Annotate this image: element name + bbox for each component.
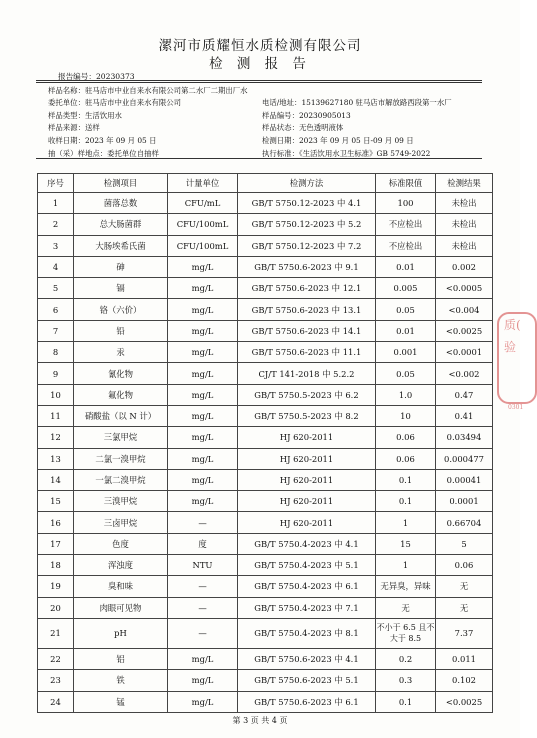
row-item: 三卤甲烷 [74, 512, 168, 533]
row-result: 7.37 [436, 618, 493, 648]
row-result: 0.41 [436, 405, 493, 426]
row-index: 9 [38, 363, 74, 384]
table-row [38, 342, 493, 363]
table-row [38, 469, 493, 490]
row-index: 11 [38, 405, 74, 426]
row-unit: mg/L [168, 670, 238, 691]
client-name: 委托单位：驻马店市中业自来水有限公司 [48, 98, 182, 107]
row-limit: 0.1 [376, 691, 436, 712]
row-unit: mg/L [168, 648, 238, 669]
row-limit: 15 [376, 533, 436, 554]
row-method: GB/T 5750.4-2023 中 8.1 [238, 618, 376, 648]
table-row [38, 533, 493, 554]
row-limit: 无异臭，异味 [376, 576, 436, 597]
row-index: 13 [38, 448, 74, 469]
row-unit: CFU/100mL [168, 214, 238, 235]
row-index: 5 [38, 278, 74, 299]
row-limit: 100 [376, 193, 436, 214]
table-row [38, 278, 493, 299]
row-item: 铅 [74, 320, 168, 341]
table-row [38, 405, 493, 426]
row-unit: mg/L [168, 299, 238, 320]
row-index: 19 [38, 576, 74, 597]
row-index: 12 [38, 427, 74, 448]
row-method: HJ 620-2011 [238, 469, 376, 490]
row-limit: 0.06 [376, 427, 436, 448]
row-index: 4 [38, 256, 74, 277]
row-unit: mg/L [168, 691, 238, 712]
row-result: 未检出 [436, 235, 493, 256]
row-item: 臭和味 [74, 576, 168, 597]
applied-standard: 执行标准：《生活饮用水卫生标准》GB 5749-2022 [262, 149, 431, 158]
report-title: 检 测 报 告 [209, 56, 311, 72]
table-row [38, 320, 493, 341]
row-item: 一氯二溴甲烷 [74, 469, 168, 490]
row-index: 3 [38, 235, 74, 256]
row-item: 总大肠菌群 [74, 214, 168, 235]
row-index: 20 [38, 597, 74, 618]
row-limit: 0.05 [376, 299, 436, 320]
table-row [38, 235, 493, 256]
row-method: GB/T 5750.4-2023 中 6.1 [238, 576, 376, 597]
table-row [38, 384, 493, 405]
row-limit: 0.2 [376, 648, 436, 669]
row-index: 7 [38, 320, 74, 341]
row-unit: mg/L [168, 363, 238, 384]
row-item: 硝酸盐（以 N 计） [74, 405, 168, 426]
row-unit: CFU/100mL [168, 235, 238, 256]
sampling-location: 抽（采）样地点：委托单位自抽样 [48, 149, 159, 158]
table-row [38, 427, 493, 448]
row-method: HJ 620-2011 [238, 512, 376, 533]
table-row [38, 512, 493, 533]
row-method: GB/T 5750.4-2023 中 5.1 [238, 555, 376, 576]
row-method: GB/T 5750.6-2023 中 5.1 [238, 670, 376, 691]
row-unit: — [168, 512, 238, 533]
table-row [38, 299, 493, 320]
row-unit: mg/L [168, 384, 238, 405]
row-item: 肉眼可见物 [74, 597, 168, 618]
row-item: 砷 [74, 256, 168, 277]
row-limit: 0.05 [376, 363, 436, 384]
row-result: 0.102 [436, 670, 493, 691]
row-result: 0.000477 [436, 448, 493, 469]
row-index: 21 [38, 618, 74, 648]
row-unit: mg/L [168, 278, 238, 299]
row-method: CJ/T 141-2018 中 5.2.2 [238, 363, 376, 384]
table-row [38, 648, 493, 669]
row-result: 0.06 [436, 555, 493, 576]
row-item: 二氯一溴甲烷 [74, 448, 168, 469]
header-result: 检测结果 [436, 174, 493, 193]
row-result: 0.011 [436, 648, 493, 669]
row-method: HJ 620-2011 [238, 491, 376, 512]
row-method: GB/T 5750.6-2023 中 9.1 [238, 256, 376, 277]
row-result: 0.002 [436, 256, 493, 277]
row-item: 氟化物 [74, 384, 168, 405]
row-unit: — [168, 576, 238, 597]
row-limit: 不小于 6.5 且不大于 8.5 [376, 618, 436, 648]
row-result: 0.00041 [436, 469, 493, 490]
row-unit: — [168, 597, 238, 618]
row-unit: NTU [168, 555, 238, 576]
row-index: 23 [38, 670, 74, 691]
row-index: 24 [38, 691, 74, 712]
table-row [38, 691, 493, 712]
row-index: 16 [38, 512, 74, 533]
sample-source: 样品来源：送样 [48, 123, 100, 132]
row-result: <0.002 [436, 363, 493, 384]
row-item: 镉 [74, 278, 168, 299]
table-row [38, 670, 493, 691]
row-limit: 0.1 [376, 469, 436, 490]
inspection-seal: 质( 验 [497, 312, 537, 404]
row-method: GB/T 5750.6-2023 中 12.1 [238, 278, 376, 299]
test-date: 检测日期：2023 年 09 月 05 日-09 月 09 日 [262, 136, 414, 145]
table-row [38, 363, 493, 384]
results-body [38, 193, 493, 713]
row-item: 色度 [74, 533, 168, 554]
row-item: 浑浊度 [74, 555, 168, 576]
row-index: 6 [38, 299, 74, 320]
contact-address: 电话/地址：15139627180 驻马店市解放路西段第一水厂 [262, 98, 452, 107]
row-method: GB/T 5750.6-2023 中 6.1 [238, 691, 376, 712]
row-limit: 0.005 [376, 278, 436, 299]
row-item: 锰 [74, 691, 168, 712]
row-limit: 0.01 [376, 256, 436, 277]
page-number: 第 3 页 共 4 页 [232, 716, 288, 725]
row-item: 菌落总数 [74, 193, 168, 214]
row-item: 铝 [74, 648, 168, 669]
row-item: pH [74, 618, 168, 648]
row-method: GB/T 5750.5-2023 中 8.2 [238, 405, 376, 426]
row-result: 5 [436, 533, 493, 554]
row-result: 无 [436, 597, 493, 618]
row-method: HJ 620-2011 [238, 448, 376, 469]
table-row [38, 618, 493, 648]
row-method: GB/T 5750.6-2023 中 11.1 [238, 342, 376, 363]
row-item: 三溴甲烷 [74, 491, 168, 512]
row-method: GB/T 5750.12-2023 中 7.2 [238, 235, 376, 256]
row-method: GB/T 5750.6-2023 中 14.1 [238, 320, 376, 341]
table-row [38, 491, 493, 512]
company-name: 漯河市质耀恒水质检测有限公司 [158, 38, 362, 54]
row-method: GB/T 5750.12-2023 中 4.1 [238, 193, 376, 214]
row-index: 8 [38, 342, 74, 363]
row-index: 10 [38, 384, 74, 405]
sample-name: 样品名称：驻马店市中业自来水有限公司第二水厂二期出厂水 [48, 86, 248, 95]
table-row [38, 256, 493, 277]
row-limit: 0.06 [376, 448, 436, 469]
row-result: <0.0001 [436, 342, 493, 363]
header-limit: 标准限值 [376, 174, 436, 193]
row-result: <0.0005 [436, 278, 493, 299]
row-method: GB/T 5750.5-2023 中 6.2 [238, 384, 376, 405]
row-item: 铬（六价） [74, 299, 168, 320]
row-method: GB/T 5750.6-2023 中 13.1 [238, 299, 376, 320]
table-row [38, 597, 493, 618]
row-index: 1 [38, 193, 74, 214]
row-limit: 0.001 [376, 342, 436, 363]
results-table [37, 173, 493, 713]
header-item: 检测项目 [74, 174, 168, 193]
seal-code: 0301 [508, 404, 524, 411]
header-rule-top [36, 80, 482, 81]
row-index: 22 [38, 648, 74, 669]
row-result: 未检出 [436, 193, 493, 214]
row-result: <0.0025 [436, 320, 493, 341]
header-index: 序号 [38, 174, 74, 193]
row-result: 无 [436, 576, 493, 597]
row-limit: 1 [376, 555, 436, 576]
row-result: <0.0025 [436, 691, 493, 712]
row-unit: mg/L [168, 256, 238, 277]
table-row [38, 448, 493, 469]
row-result: 0.66704 [436, 512, 493, 533]
header-rule-bottom [36, 82, 482, 83]
row-unit: mg/L [168, 469, 238, 490]
receive-date: 收样日期：2023 年 09 月 05 日 [48, 136, 157, 145]
table-row [38, 576, 493, 597]
sample-type: 样品类型：生活饮用水 [48, 111, 122, 120]
table-row [38, 555, 493, 576]
row-index: 15 [38, 491, 74, 512]
row-unit: mg/L [168, 320, 238, 341]
table-row [38, 193, 493, 214]
row-limit: 0.01 [376, 320, 436, 341]
row-index: 14 [38, 469, 74, 490]
row-method: GB/T 5750.4-2023 中 4.1 [238, 533, 376, 554]
row-unit: mg/L [168, 491, 238, 512]
row-unit: 度 [168, 533, 238, 554]
row-result: 未检出 [436, 214, 493, 235]
row-item: 汞 [74, 342, 168, 363]
info-rule [36, 158, 482, 159]
row-unit: CFU/mL [168, 193, 238, 214]
row-index: 17 [38, 533, 74, 554]
row-unit: mg/L [168, 427, 238, 448]
row-method: GB/T 5750.6-2023 中 4.1 [238, 648, 376, 669]
row-limit: 不应检出 [376, 235, 436, 256]
row-limit: 1.0 [376, 384, 436, 405]
row-index: 2 [38, 214, 74, 235]
row-item: 氰化物 [74, 363, 168, 384]
row-limit: 0.1 [376, 491, 436, 512]
row-unit: — [168, 618, 238, 648]
row-limit: 不应检出 [376, 214, 436, 235]
header-unit: 计量单位 [168, 174, 238, 193]
row-unit: mg/L [168, 342, 238, 363]
row-limit: 10 [376, 405, 436, 426]
row-result: <0.004 [436, 299, 493, 320]
report-number: 报告编号：20230373 [58, 72, 135, 81]
row-unit: mg/L [168, 448, 238, 469]
row-method: HJ 620-2011 [238, 427, 376, 448]
row-item: 铁 [74, 670, 168, 691]
row-item: 大肠埃希氏菌 [74, 235, 168, 256]
row-result: 0.03494 [436, 427, 493, 448]
row-result: 0.0001 [436, 491, 493, 512]
table-row [38, 214, 493, 235]
row-result: 0.47 [436, 384, 493, 405]
table-header-row [38, 174, 493, 193]
row-limit: 0.3 [376, 670, 436, 691]
row-method: GB/T 5750.4-2023 中 7.1 [238, 597, 376, 618]
sample-state: 样品状态：无色透明液体 [262, 123, 344, 132]
header-method: 检测方法 [238, 174, 376, 193]
row-item: 三氯甲烷 [74, 427, 168, 448]
row-limit: 无 [376, 597, 436, 618]
row-method: GB/T 5750.12-2023 中 5.2 [238, 214, 376, 235]
sample-number: 样品编号：20230905013 [262, 111, 351, 120]
row-index: 18 [38, 555, 74, 576]
row-limit: 1 [376, 512, 436, 533]
row-unit: mg/L [168, 405, 238, 426]
